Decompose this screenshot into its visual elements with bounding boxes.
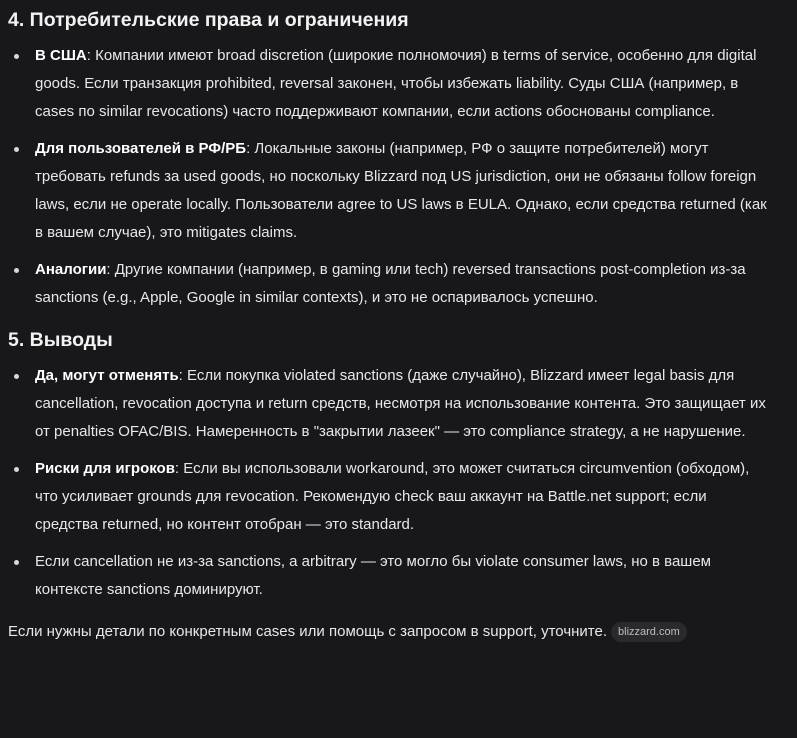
item-label: Да, могут отменять — [35, 367, 179, 384]
item-text: : Другие компании (например, в gaming или tech) reversed transactions post-completion из-за sanctions (e.g., Apple, Google in similar contexts), и это не оспаривалось успешно. — [35, 261, 746, 306]
section-heading-consumer-rights: 4. Потребительские права и ограничения — [8, 9, 409, 31]
list-item — [8, 455, 770, 539]
consumer-rights-list — [8, 42, 788, 312]
closing-text: Если нужны детали по конкретным cases или помощь с запросом в support, уточните. — [8, 623, 608, 640]
source-chip[interactable]: blizzard.com — [611, 622, 687, 642]
message-content — [8, 6, 788, 646]
item-text: : Если вы использовали workaround, это может считаться circumvention (обходом), что усиливает grounds для revocation. Рекомендую check ваш аккаунт на Battle.net support; если средства returned, но контент отобран — это standard. — [35, 460, 750, 533]
section-heading-conclusions: 5. Выводы — [8, 329, 113, 351]
bullet-icon — [14, 374, 19, 379]
item-label: Для пользователей в РФ/РБ — [35, 140, 247, 157]
item-text: : Компании имеют broad discretion (широкие полномочия) в terms of service, особенно для digital goods. Если транзакция prohibited, reversal законен, чтобы избежать liability. Суды США (например, в cases по similar revocations) часто поддерживают компании, если actions обоснованы compliance. — [35, 47, 757, 120]
bullet-icon — [14, 147, 19, 152]
bullet-icon — [14, 268, 19, 273]
item-label: Риски для игроков — [35, 460, 175, 477]
item-text: Если cancellation не из-за sanctions, а arbitrary — это могло бы violate consumer laws, но в вашем контексте sanctions доминируют. — [35, 553, 711, 598]
item-text: : Если покупка violated sanctions (даже случайно), Blizzard имеет legal basis для cancellation, revocation доступа и return средств, несмотря на использование контента. Это защищает их от penalties OFAC/BIS. Намеренность в "закрытии лазеек" — это compliance strategy, а не нарушение. — [35, 367, 766, 440]
list-item — [8, 362, 770, 446]
bullet-icon — [14, 467, 19, 472]
closing-paragraph — [8, 618, 788, 646]
item-label: Аналогии — [35, 261, 107, 278]
list-item — [8, 135, 770, 247]
bullet-icon — [14, 560, 19, 565]
bullet-icon — [14, 54, 19, 59]
list-item — [8, 548, 770, 604]
conclusions-list — [8, 362, 788, 604]
list-item — [8, 256, 770, 312]
list-item — [8, 42, 770, 126]
item-label: В США — [35, 47, 87, 64]
item-text: : Локальные законы (например, РФ о защите потребителей) могут требовать refunds за used goods, но поскольку Blizzard под US jurisdiction, они не обязаны follow foreign laws, если не operate locally. Пользователи agree to US laws в EULA. Однако, если средства returned (как в вашем случае), это mitigates claims. — [35, 140, 767, 241]
